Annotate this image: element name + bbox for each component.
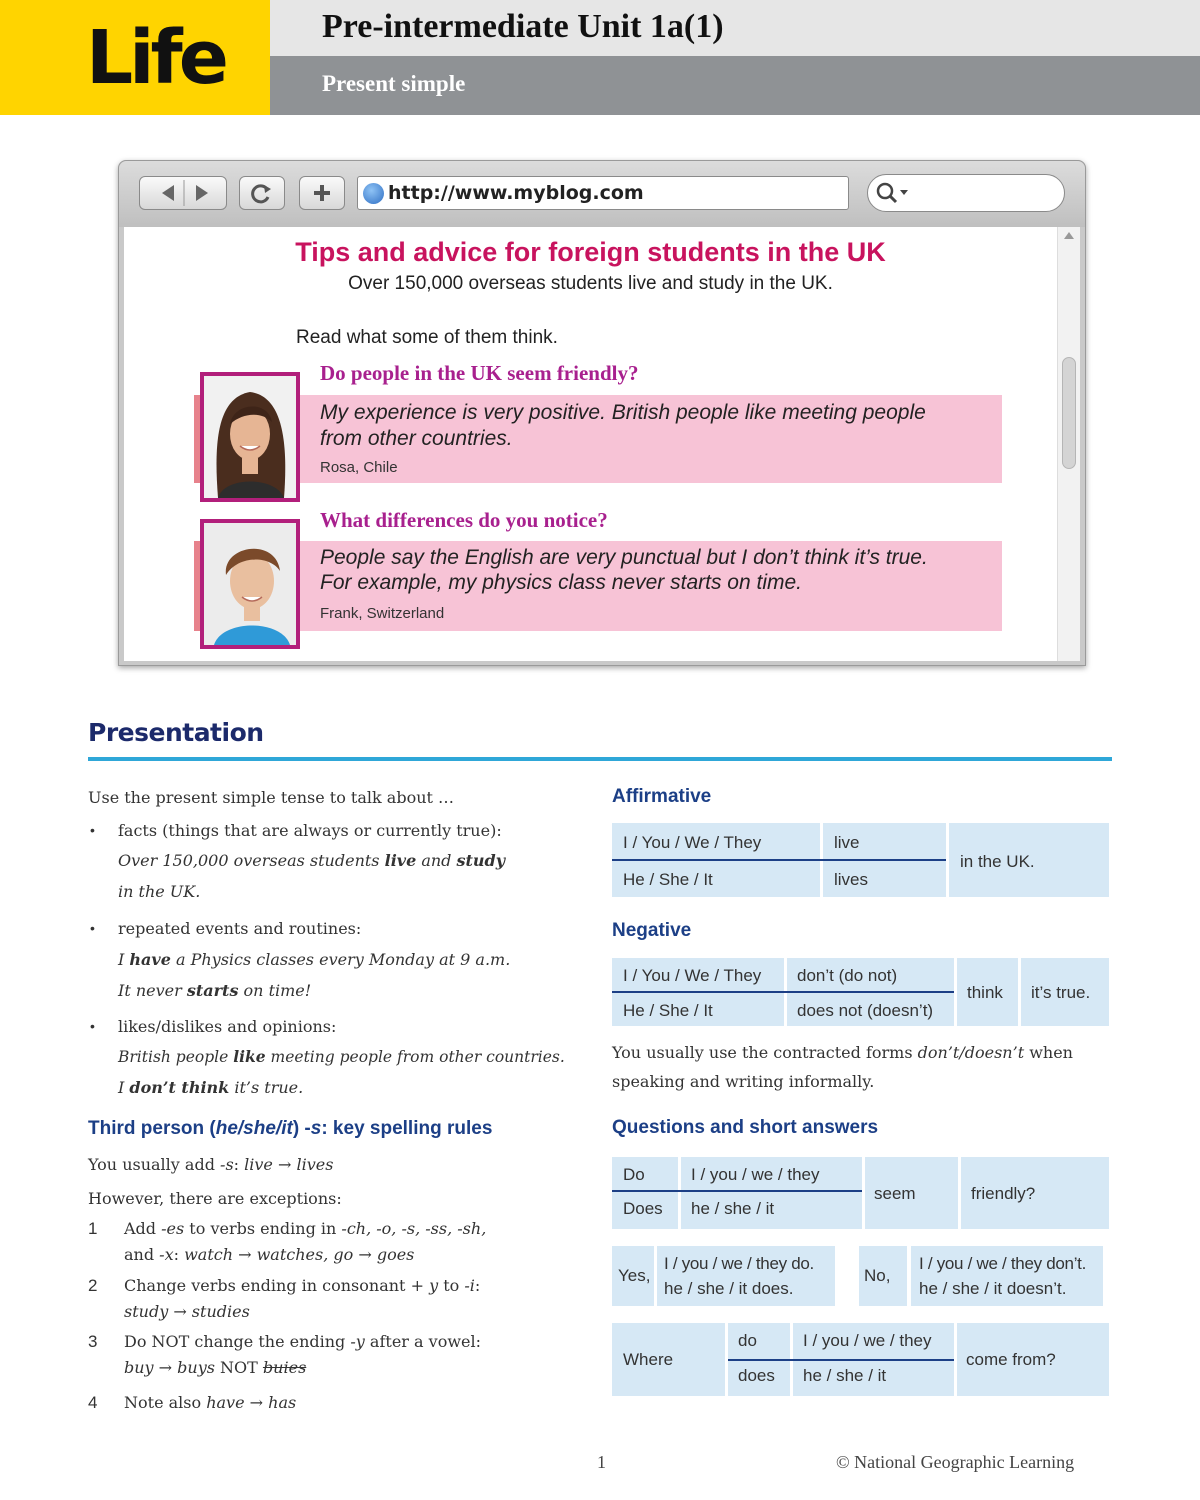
table-text: I / You / We / They bbox=[623, 833, 762, 852]
reload-button[interactable] bbox=[239, 176, 285, 210]
table-text: He / She / It bbox=[623, 870, 713, 889]
presentation-rule bbox=[88, 757, 1112, 761]
question-rest-cell bbox=[961, 1157, 1109, 1229]
table-text: he / she / it bbox=[691, 1199, 775, 1218]
questions-heading: Questions and short answers bbox=[612, 1117, 879, 1138]
frank-portrait bbox=[204, 523, 296, 645]
bullet-dot: • bbox=[90, 1018, 95, 1034]
page-subtitle: Present simple bbox=[322, 71, 466, 96]
search-icon bbox=[874, 180, 914, 206]
table-text: live bbox=[834, 833, 860, 852]
example-line: I don’t think it’s true. bbox=[118, 1078, 304, 1097]
no-answer-cell bbox=[911, 1246, 1103, 1306]
yes-answer-cell bbox=[657, 1246, 835, 1306]
student-photo-frank bbox=[200, 519, 300, 649]
post-quote-line2: For example, my physics class never starts on time. bbox=[320, 571, 802, 594]
bullet-text: likes/dislikes and opinions: bbox=[118, 1017, 337, 1036]
table-text: he / she / it doesn’t. bbox=[919, 1279, 1067, 1298]
example-line: I have a Physics classes every Monday at 9 a.m. bbox=[118, 950, 511, 969]
negative-heading: Negative bbox=[612, 920, 692, 941]
reload-icon bbox=[240, 177, 284, 209]
search-field[interactable] bbox=[867, 174, 1065, 212]
table-divider bbox=[612, 859, 946, 861]
page-title: Pre-intermediate Unit 1a(1) bbox=[322, 8, 724, 45]
example-line: in the UK. bbox=[118, 882, 201, 901]
scrollbar[interactable] bbox=[1057, 227, 1080, 661]
affirmative-rest-cell bbox=[949, 823, 1109, 897]
post-quote-line1: My experience is very positive. British people like meeting people bbox=[320, 401, 926, 424]
table-text: I / you / we / they bbox=[691, 1165, 820, 1184]
table-text: I / you / we / they bbox=[803, 1331, 932, 1350]
rule-number: 3 bbox=[88, 1332, 98, 1351]
no-cell bbox=[859, 1246, 907, 1306]
wh-word-cell bbox=[612, 1323, 725, 1396]
question-aux-cell bbox=[612, 1157, 678, 1229]
rule-number: 4 bbox=[88, 1393, 98, 1412]
contraction-note: You usually use the contracted forms don’t/doesn’t when bbox=[612, 1043, 1073, 1062]
table-text: Yes, bbox=[618, 1266, 651, 1285]
bullet-dot: • bbox=[90, 920, 95, 936]
table-text: Do bbox=[623, 1165, 645, 1184]
rule-number: 2 bbox=[88, 1276, 98, 1295]
intro-text: Use the present simple tense to talk about … bbox=[88, 788, 455, 807]
table-text: come from? bbox=[966, 1350, 1056, 1369]
table-text: don’t (do not) bbox=[797, 966, 898, 985]
table-divider bbox=[728, 1359, 954, 1361]
rule-line: buy → buys NOT buies bbox=[124, 1358, 307, 1377]
table-text: lives bbox=[834, 870, 869, 889]
add-tab-button[interactable] bbox=[299, 176, 345, 210]
wh-rest-cell bbox=[957, 1323, 1109, 1396]
question-verb-cell bbox=[865, 1157, 958, 1229]
address-bar[interactable] bbox=[357, 176, 849, 210]
rule-line: study → studies bbox=[124, 1302, 250, 1321]
scroll-thumb[interactable] bbox=[1062, 357, 1076, 469]
url-text: http://www.myblog.com bbox=[388, 182, 644, 204]
table-text: it’s true. bbox=[1031, 983, 1091, 1002]
presentation-heading: Presentation bbox=[88, 718, 264, 747]
rule-line: Do NOT change the ending -y after a vowel: bbox=[124, 1332, 481, 1351]
table-text: friendly? bbox=[971, 1184, 1036, 1203]
table-text: Does bbox=[623, 1199, 663, 1218]
back-forward-icon bbox=[140, 177, 228, 209]
rule-line: and -x: watch → watches, go → goes bbox=[124, 1245, 415, 1264]
globe-icon bbox=[363, 183, 384, 204]
spelling-exceptions: However, there are exceptions: bbox=[88, 1189, 342, 1208]
table-text: he / she / it does. bbox=[664, 1279, 794, 1298]
rule-line: Note also have → has bbox=[124, 1393, 297, 1412]
negative-rest-cell bbox=[1021, 958, 1109, 1026]
rule-number: 1 bbox=[88, 1219, 98, 1238]
table-text: in the UK. bbox=[960, 852, 1035, 871]
copyright: © National Geographic Learning bbox=[836, 1452, 1075, 1472]
spelling-heading: Third person (he/she/it) -s: key spelling rules bbox=[88, 1118, 493, 1139]
blog-title: Tips and advice for foreign students in the UK bbox=[295, 237, 886, 267]
life-logo: Life bbox=[86, 15, 225, 101]
bullet-text: facts (things that are always or currently true): bbox=[118, 821, 502, 840]
table-text: does bbox=[738, 1366, 775, 1385]
table-text: think bbox=[967, 983, 1003, 1002]
spelling-usually: You usually add -s: live → lives bbox=[88, 1155, 334, 1174]
blog-subtitle: Over 150,000 overseas students live and study in the UK. bbox=[348, 273, 833, 294]
yes-cell bbox=[612, 1246, 654, 1306]
table-text: seem bbox=[874, 1184, 916, 1203]
browser-viewport bbox=[124, 227, 1080, 661]
post-quote-line2: from other countries. bbox=[320, 427, 513, 450]
browser-window bbox=[118, 160, 1086, 666]
table-text: No, bbox=[864, 1266, 891, 1285]
rule-line: Add -es to verbs ending in -ch, -o, -s, -ss, -sh, bbox=[124, 1219, 487, 1238]
table-divider bbox=[612, 1190, 862, 1192]
table-text: He / She / It bbox=[623, 1001, 713, 1020]
scroll-up-icon bbox=[1058, 227, 1080, 243]
page-number: 1 bbox=[597, 1452, 606, 1472]
rule-line: Change verbs ending in consonant + y to -i: bbox=[124, 1276, 481, 1295]
post-quote-line1: People say the English are very punctual but I don’t think it’s true. bbox=[320, 546, 928, 569]
example-line: It never starts on time! bbox=[118, 981, 312, 1000]
table-text: does not (doesn’t) bbox=[797, 1001, 934, 1020]
table-text: I / you / we / they do. bbox=[664, 1254, 814, 1273]
table-text: do bbox=[738, 1331, 757, 1350]
bullet-text: repeated events and routines: bbox=[118, 919, 362, 938]
rosa-portrait bbox=[204, 376, 296, 498]
example-line: Over 150,000 overseas students live and study bbox=[118, 851, 506, 870]
student-photo-rosa bbox=[200, 372, 300, 502]
plus-icon bbox=[300, 177, 344, 209]
table-text: I / You / We / They bbox=[623, 966, 762, 985]
example-line: British people like meeting people from other countries. bbox=[118, 1047, 565, 1066]
post-author: Frank, Switzerland bbox=[320, 605, 445, 622]
post-question: Do people in the UK seem friendly? bbox=[320, 361, 639, 385]
negative-verb-cell bbox=[957, 958, 1018, 1026]
bullet-dot: • bbox=[90, 822, 95, 838]
back-forward-buttons[interactable] bbox=[139, 176, 227, 210]
question-subject-cell bbox=[681, 1157, 862, 1229]
blog-read-line: Read what some of them think. bbox=[296, 327, 558, 348]
contraction-note: speaking and writing informally. bbox=[612, 1072, 875, 1091]
table-text: he / she / it bbox=[803, 1366, 887, 1385]
table-text: Where bbox=[623, 1350, 674, 1369]
affirmative-heading: Affirmative bbox=[612, 786, 712, 807]
table-divider bbox=[612, 991, 954, 993]
table-text: I / you / we / they don’t. bbox=[919, 1254, 1087, 1273]
browser-toolbar bbox=[119, 161, 1085, 227]
post-question: What differences do you notice? bbox=[320, 508, 608, 532]
post-author: Rosa, Chile bbox=[320, 459, 398, 476]
